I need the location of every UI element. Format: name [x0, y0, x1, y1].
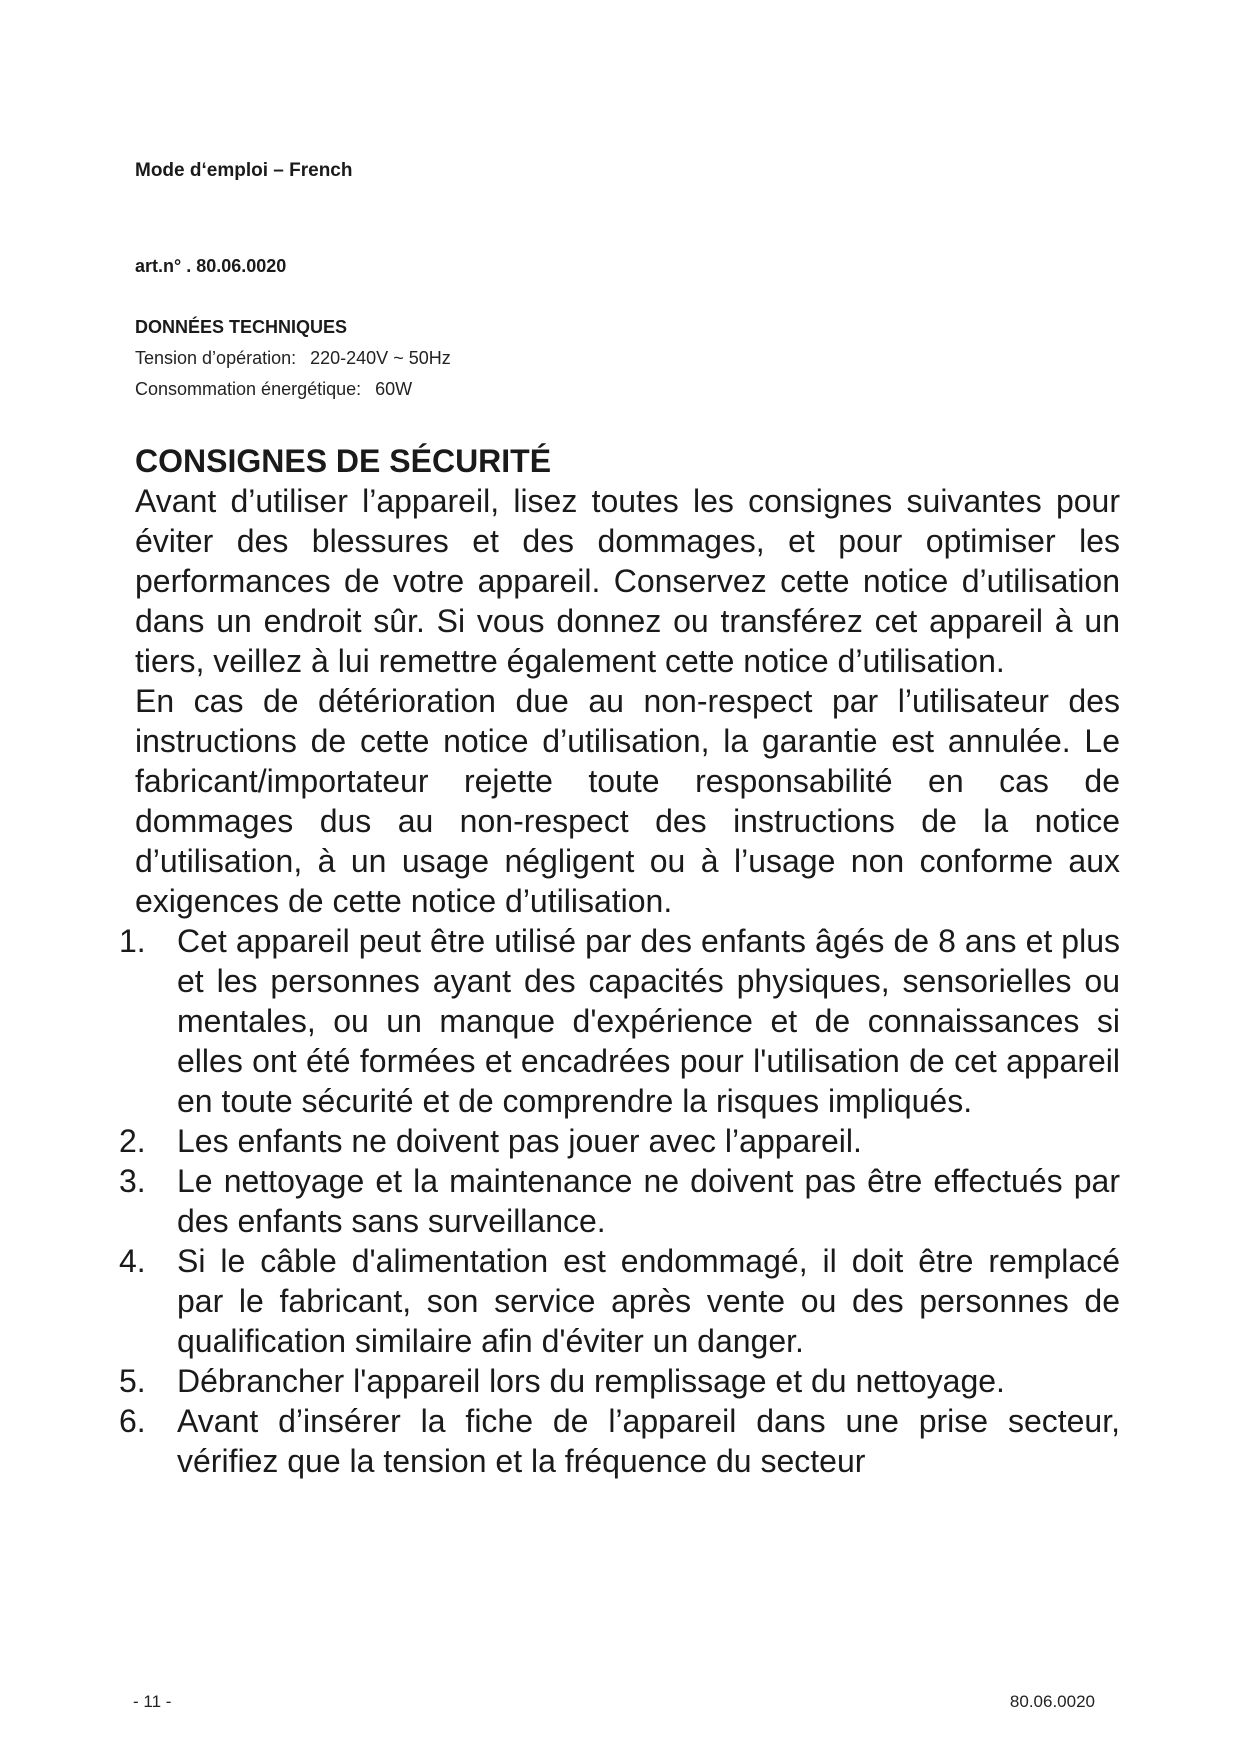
list-item-number: 2. [119, 1123, 146, 1159]
list-item-text: Si le câble d'alimentation est endommagé, il doit être remplacé par le fabricant, son service après vente ou des personnes de qualification similaire afin d'éviter un danger. [177, 1243, 1120, 1359]
document-title: Mode d‘emploi – French [135, 160, 353, 181]
list-item [119, 1241, 1120, 1361]
list-item [119, 1161, 1120, 1241]
list-item-text: Débrancher l'appareil lors du remplissage et du nettoyage. [177, 1363, 1005, 1399]
list-item-text: Avant d’insérer la fiche de l’appareil dans une prise secteur, vérifiez que la tension et la fréquence du secteur [177, 1403, 1120, 1479]
spec-value: 60W [375, 379, 413, 399]
list-item [119, 1361, 1120, 1401]
page-number: - 11 - [133, 1692, 172, 1711]
list-item-number: 3. [119, 1163, 146, 1199]
list-item-number: 5. [119, 1363, 146, 1399]
safety-paragraph: En cas de détérioration due au non-respect par l’utilisateur des instructions de cette notice d’utilisation, la garantie est annulée. Le fabricant/importateur rejette toute responsabilité en cas de dommages dus au non-respect des instructions de la notice d’utilisation, à un usage négligent ou à l’usage non conforme aux exigences de cette notice d’utilisation. [135, 683, 1120, 919]
spec-label: Tension d’opération: [135, 348, 297, 368]
list-item-text: Cet appareil peut être utilisé par des enfants âgés de 8 ans et plus et les personnes ayant des capacités physiques, sensorielles ou mentales, ou un manque d'expérience et de connaissances si elles ont été formées et encadrées pour l'utilisation de cet appareil en toute sécurité et de comprendre la risques impliqués. [177, 923, 1120, 1119]
list-item [119, 1401, 1120, 1481]
article-number: art.n° . 80.06.0020 [135, 256, 287, 276]
safety-paragraph: Avant d’utiliser l’appareil, lisez toutes les consignes suivantes pour éviter des blessures et des dommages, et pour optimiser les performances de votre appareil. Conservez cette notice d’utilisation dans un endroit sûr. Si vous donnez ou transférez cet appareil à un tiers, veillez à lui remettre également cette notice d’utilisation. [135, 483, 1120, 679]
spec-voltage-row [135, 348, 451, 369]
list-item [119, 1121, 1120, 1161]
safety-section [119, 441, 1120, 1481]
footer-article-code: 80.06.0020 [1009, 1692, 1095, 1711]
list-item-number: 6. [119, 1403, 146, 1439]
safety-heading: CONSIGNES DE SÉCURITÉ [135, 443, 552, 479]
spec-power-row [135, 379, 412, 400]
list-item-text: Les enfants ne doivent pas jouer avec l’appareil. [177, 1123, 862, 1159]
list-item [119, 921, 1120, 1121]
technical-data-heading: DONNÉES TECHNIQUES [135, 317, 348, 337]
spec-value: 220-240V ~ 50Hz [310, 348, 451, 368]
spec-label: Consommation énergétique: [135, 379, 362, 399]
list-item-text: Le nettoyage et la maintenance ne doivent pas être effectués par des enfants sans surveillance. [177, 1163, 1120, 1239]
list-item-number: 4. [119, 1243, 146, 1279]
safety-rules-list [119, 921, 1120, 1481]
list-item-number: 1. [119, 923, 146, 959]
